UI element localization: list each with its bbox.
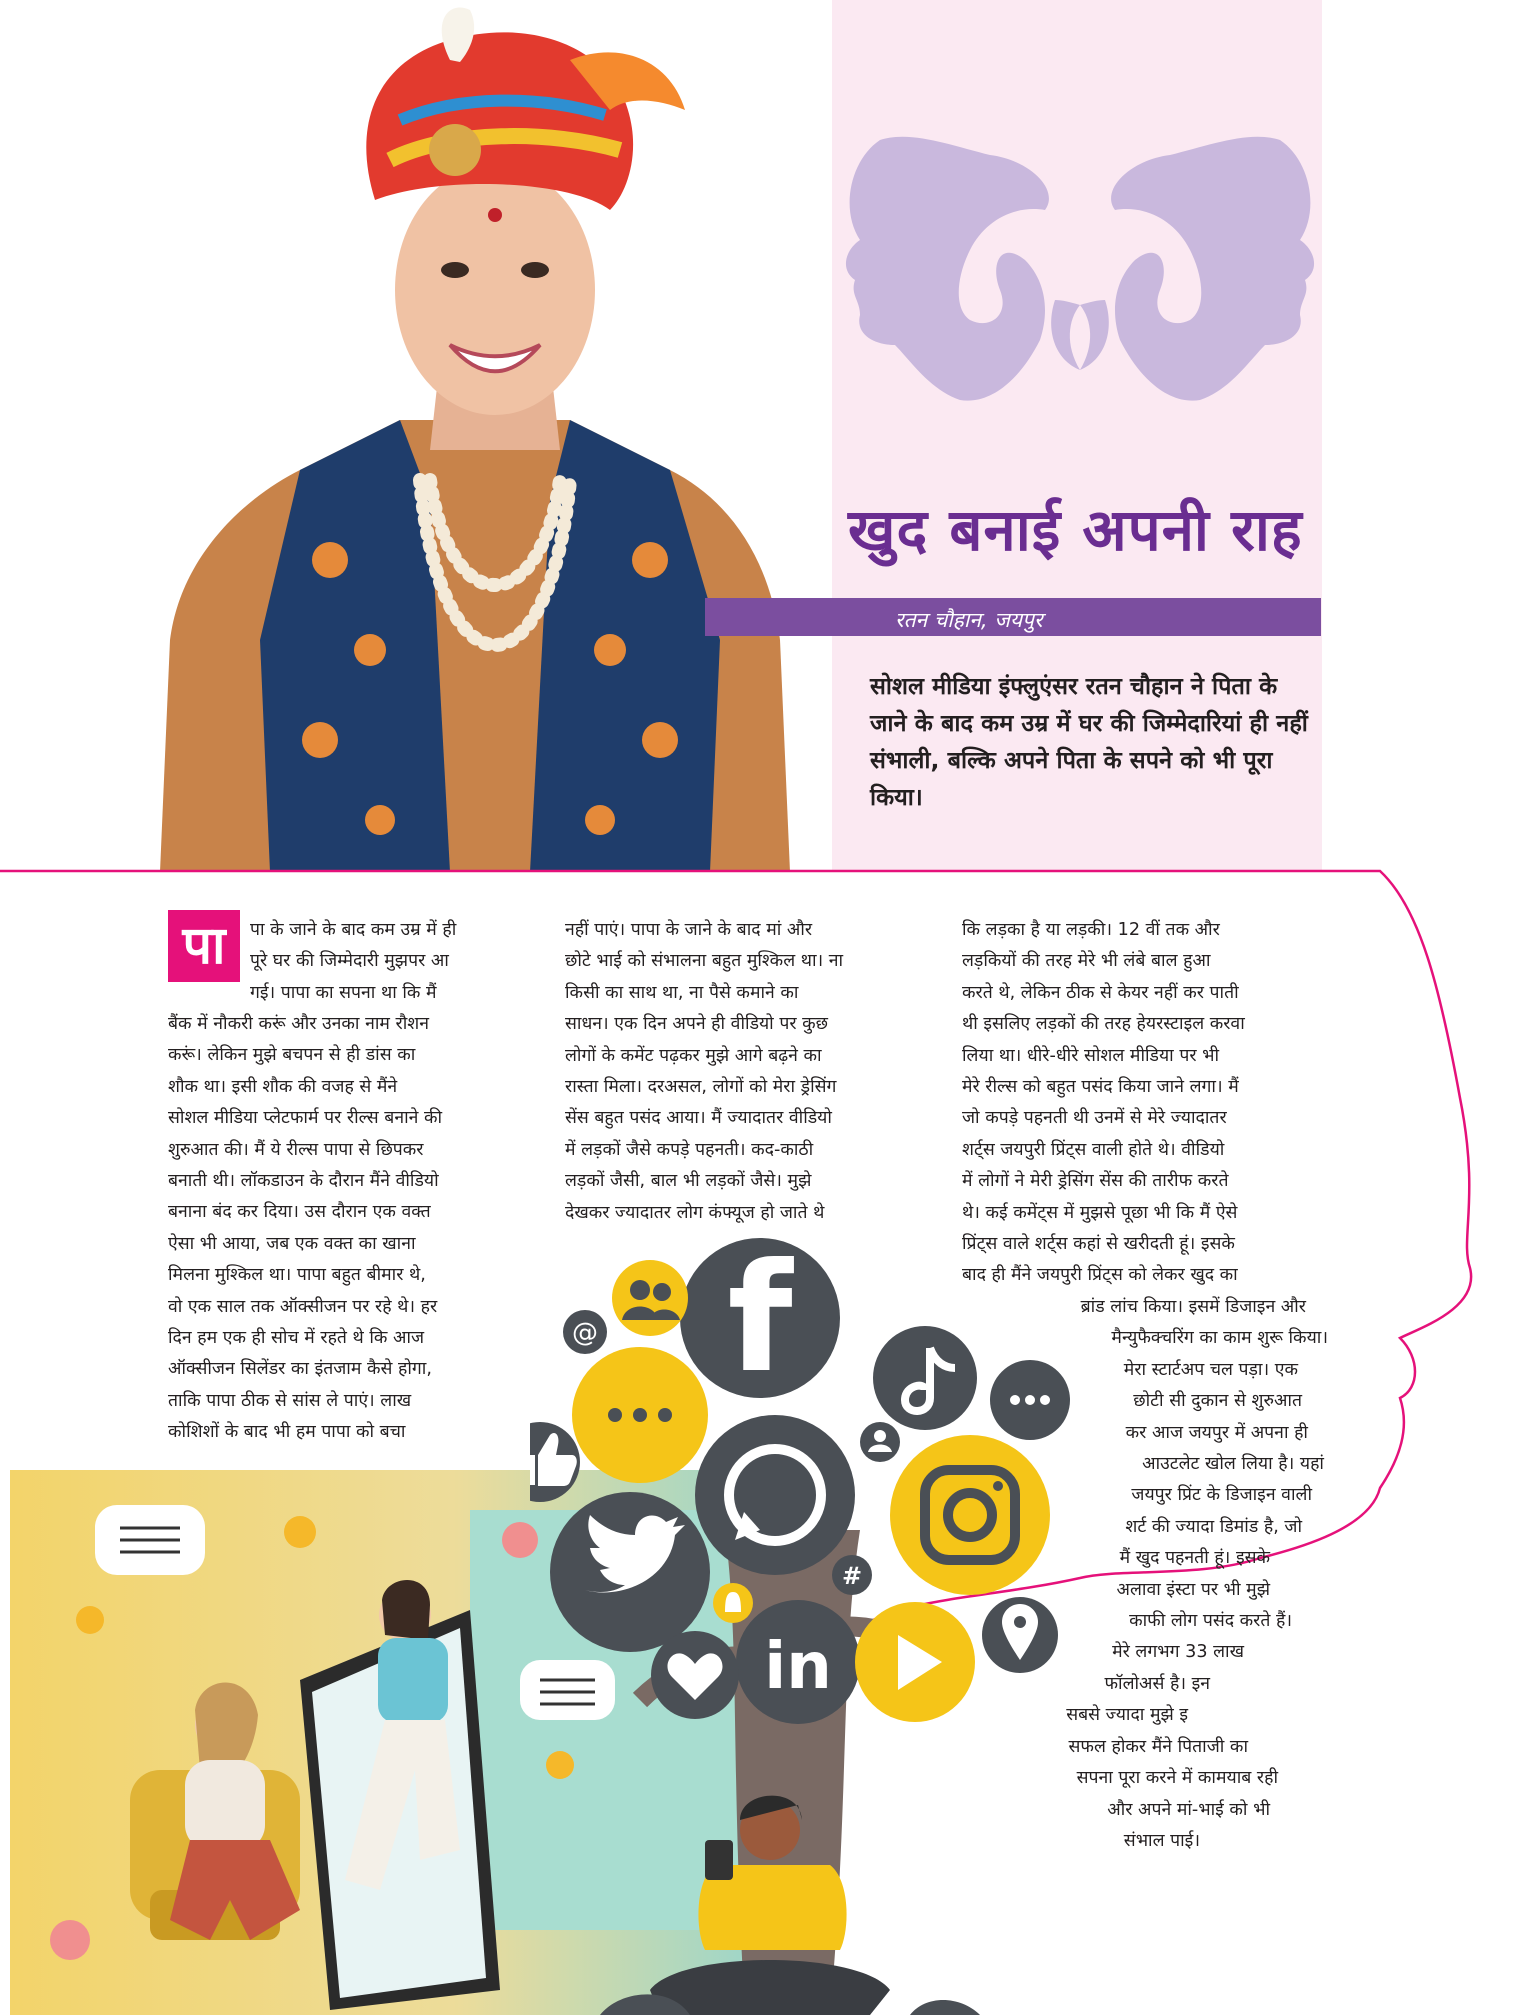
text-line: लोगों के कमेंट पढ़कर मुझे आगे बढ़ने का <box>565 1045 822 1066</box>
text-line: जयपुर प्रिंट के डिजाइन वाली <box>1131 1485 1312 1506</box>
text-line: रास्ता मिला। दरअसल, लोगों को मेरा ड्रेसिंग <box>565 1077 837 1098</box>
portrait-photo <box>150 0 840 872</box>
text-line: कोशिशों के बाद भी हम पापा को बचा <box>168 1422 406 1443</box>
text-line: करते थे, लेकिन ठीक से केयर नहीं कर पाती <box>962 982 1239 1003</box>
text-line: मिलना मुश्किल था। पापा बहुत बीमार थे, <box>168 1265 426 1286</box>
text-line: मेरा स्टार्टअप चल पड़ा। एक <box>1123 1359 1298 1380</box>
text-line: सबसे ज्यादा मुझे इ <box>1066 1705 1188 1726</box>
text-line: जो कपड़े पहनती थी उनमें से मेरे ज्यादातर <box>962 1108 1227 1129</box>
text-line: ताकि पापा ठीक से सांस ले पाएं। लाख <box>168 1390 412 1411</box>
text-line: छोटे भाई को संभालना बहुत मुश्किल था। ना <box>565 951 844 972</box>
svg-text:f: f <box>727 1232 793 1406</box>
text-line: साधन। एक दिन अपने ही वीडियो पर कुछ <box>565 1014 828 1035</box>
text-line: शौक था। इसी शौक की वजह से मैंने <box>168 1076 398 1097</box>
text-line: बनाती थी। लॉकडाउन के दौरान मैंने वीडियो <box>168 1171 439 1192</box>
text-line: नहीं पाएं। पापा के जाने के बाद मां और <box>565 920 813 940</box>
two-faces-illustration <box>840 130 1320 430</box>
text-line: बाद ही मैंने जयपुरी प्रिंट्स को लेकर खुद का <box>962 1265 1238 1286</box>
text-line: गई। पापा का सपना था कि मैं <box>250 982 437 1003</box>
tiktok-icon <box>873 1326 977 1430</box>
text-line: वो एक साल तक ऑक्सीजन पर रहे थे। हर <box>168 1296 438 1317</box>
text-line: दिन हम एक ही सोच में रहते थे कि आज <box>168 1328 425 1349</box>
text-line: शर्ट्स जयपुरी प्रिंट्स वाली होते थे। वीडियो <box>962 1139 1225 1160</box>
text-line: में लड़कों जैसे कपड़े पहनती। कद-काठी <box>565 1139 814 1160</box>
text-line: किसी का साथ था, ना पैसे कमाने का <box>565 982 799 1003</box>
text-line: मेरे लगभग 33 लाख <box>1112 1642 1244 1663</box>
text-line: लड़कियों की तरह मेरे भी लंबे बाल हुआ <box>962 951 1211 972</box>
text-line: कि लड़का है या लड़की। 12 वीं तक और <box>962 920 1220 940</box>
text-line: बनाना बंद कर दिया। उस दौरान एक वक्त <box>168 1202 431 1223</box>
youtube-icon <box>855 1602 975 1722</box>
text-line: बैंक में नौकरी करूं और उनका नाम रौशन <box>168 1014 429 1034</box>
article-column-1-lead <box>250 915 508 1009</box>
text-line: पूरे घर की जिम्मेदारी मुझपर आ <box>250 951 449 972</box>
hashtag-icon <box>832 1555 872 1595</box>
snapchat-icon <box>713 1583 753 1623</box>
text-line: लिया था। धीरे-धीरे सोशल मीडिया पर भी <box>962 1045 1220 1066</box>
text-line: प्रिंट्स वाले शर्ट्स कहां से खरीदती हूं। इसके <box>962 1234 1235 1255</box>
text-line: कर आज जयपुर में अपना ही <box>1125 1422 1308 1443</box>
instagram-icon <box>890 1435 1050 1595</box>
text-line: सोशल मीडिया प्लेटफार्म पर रील्स बनाने की <box>168 1108 443 1129</box>
like-icon <box>530 1422 580 1502</box>
text-line: पा के जाने के बाद कम उम्र में ही <box>250 920 457 940</box>
heart-icon <box>651 1631 739 1719</box>
location-pin-icon <box>982 1597 1058 1673</box>
headline: खुद बनाई अपनी राह <box>848 496 1303 564</box>
text-line: देखकर ज्यादातर लोग कंफ्यूज हो जाते थे <box>565 1202 825 1223</box>
text-line: ऑक्सीजन सिलेंडर का इंतजाम कैसे होगा, <box>168 1359 432 1380</box>
chat-icon <box>572 1347 708 1483</box>
text-line: करूं। लेकिन मुझे बचपन से ही डांस का <box>168 1045 416 1066</box>
text-line: सफल होकर मैंने पिताजी का <box>1068 1736 1248 1757</box>
users-icon <box>612 1260 688 1336</box>
svg-text:in: in <box>764 1630 832 1704</box>
text-line: सपना पूरा करने में कामयाब रही <box>1076 1768 1278 1789</box>
standfirst: सोशल मीडिया इंफ्लुएंसर रतन चौहान ने पिता के जाने के बाद कम उम्र में घर की जिम्मेदारियां ही नहीं संभाली, बल्कि अपने पिता के सपने को भी पूरा किया। <box>870 672 1308 811</box>
text-line: लड़कों जैसी, बाल भी लड़कों जैसे। मुझे <box>565 1171 812 1192</box>
byline: रतन चौहान, जयपुर <box>895 608 1043 632</box>
text-line: मेरे रील्स को बहुत पसंद किया जाने लगा। मैं <box>962 1077 1239 1098</box>
article-column-1 <box>168 1009 508 1449</box>
at-icon <box>563 1310 607 1354</box>
facebook-icon <box>680 1232 840 1406</box>
text-line: मैं खुद पहनती हूं। इसके <box>1119 1548 1270 1569</box>
text-line: छोटी सी दुकान से शुरुआत <box>1133 1391 1302 1412</box>
text-line: सेंस बहुत पसंद आया। मैं ज्यादातर वीडियो <box>565 1108 832 1129</box>
text-line: आउटलेट खोल लिया है। यहां <box>1142 1454 1324 1475</box>
text-line: ऐसा भी आया, जब एक वक्त का खाना <box>168 1233 416 1254</box>
drop-cap: पा <box>168 910 240 982</box>
user-icon <box>860 1422 900 1462</box>
text-line: में लोगों ने मेरी ड्रेसिंग सेंस की तारीफ करते <box>962 1171 1229 1192</box>
social-media-tree-illustration <box>530 1230 1130 2015</box>
article-column-2 <box>565 915 930 1229</box>
twitter-icon <box>550 1492 710 1652</box>
svg-text:@: @ <box>572 1318 598 1348</box>
linkedin-icon <box>736 1600 860 1724</box>
svg-text:#: # <box>841 1562 863 1590</box>
text-line: ब्रांड लांच किया। इसमें डिजाइन और <box>1080 1297 1306 1317</box>
text-line: मैन्युफैक्चरिंग का काम शुरू किया। <box>1111 1328 1328 1349</box>
text-line: थे। कई कमेंट्स में मुझसे पूछा भी कि मैं ऐसे <box>962 1202 1238 1223</box>
text-line: थी इसलिए लड़कों की तरह हेयरस्टाइल करवा <box>962 1014 1245 1035</box>
text-line: शुरुआत की। मैं ये रील्स पापा से छिपकर <box>168 1139 424 1160</box>
text-line: काफी लोग पसंद करते हैं। <box>1129 1611 1292 1632</box>
text-line: शर्ट की ज्यादा डिमांड है, जो <box>1125 1516 1302 1537</box>
text-line: संभाल पाई। <box>1123 1830 1200 1851</box>
text-line: और अपने मां-भाई को भी <box>1107 1799 1270 1820</box>
text-line: फॉलोअर्स है। इन <box>1104 1673 1210 1694</box>
whatsapp-icon <box>695 1415 855 1575</box>
chat-bubble-icon <box>990 1360 1070 1440</box>
text-line: अलावा इंस्टा पर भी मुझे <box>1116 1579 1270 1600</box>
